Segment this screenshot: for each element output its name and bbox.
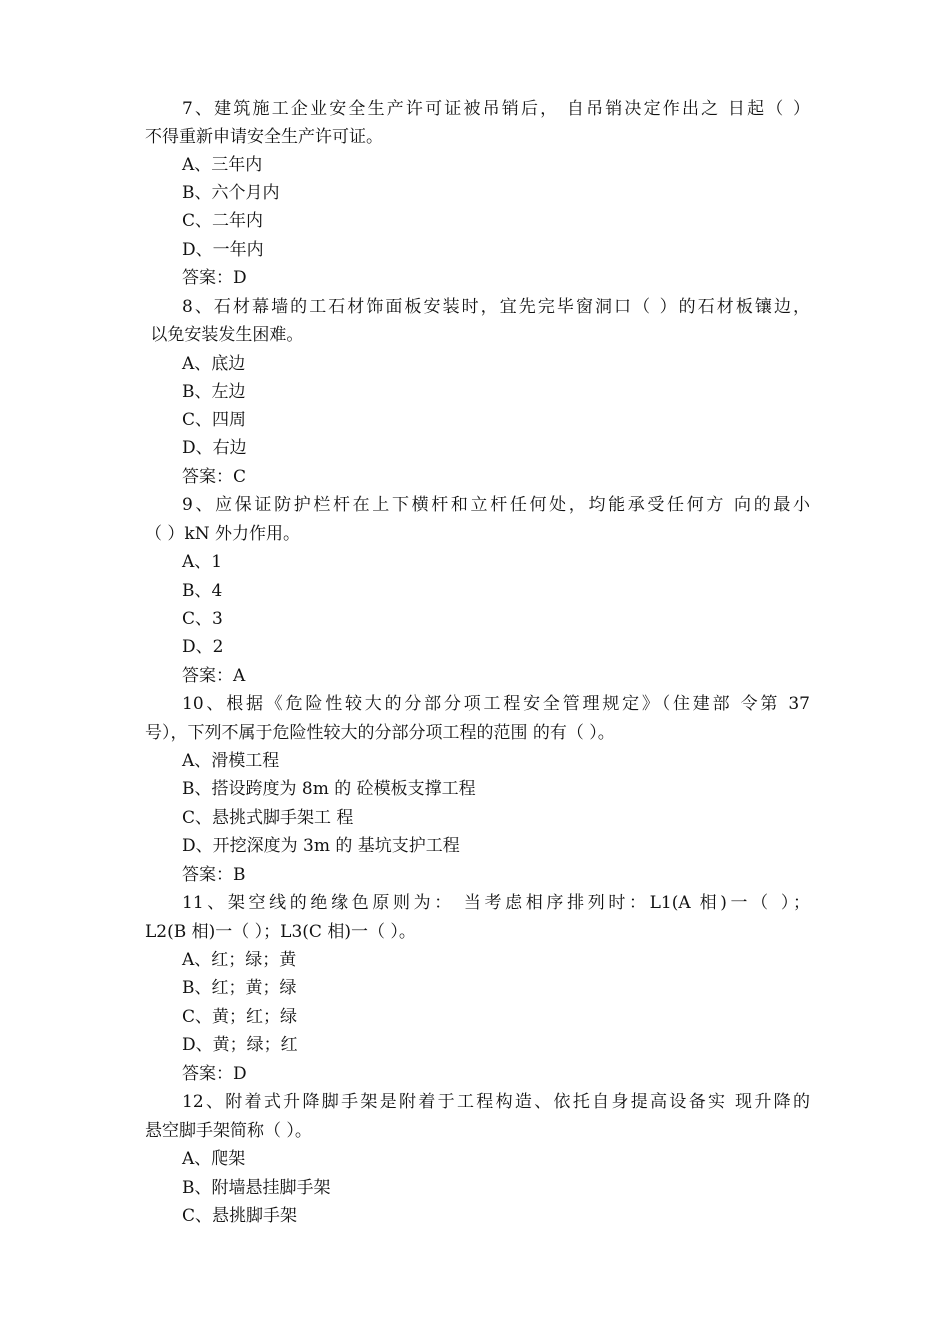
- question-9-option-b: B、4: [182, 581, 223, 601]
- question-10-option-d: D、开挖深度为 3m 的 基坑支护工程: [182, 836, 460, 856]
- question-7-stem-line-2: 不得重新申请安全生产许可证。: [145, 127, 383, 147]
- question-12-option-a: A、爬架: [182, 1149, 246, 1169]
- question-11-stem-line-1: 11、架空线的绝缘色原则为： 当考虑相序排列时：L1(A 相)一（ ）；: [182, 893, 810, 913]
- question-9-stem-line-2: （ ）kN 外力作用。: [145, 524, 300, 544]
- question-8-option-c: C、四周: [182, 410, 247, 430]
- question-8-option-a: A、底边: [182, 354, 246, 374]
- question-9-answer: 答案：A: [182, 666, 246, 686]
- question-11-option-d: D、黄；绿；红: [182, 1035, 298, 1055]
- question-8-option-b: B、左边: [182, 382, 246, 402]
- question-9-option-a: A、1: [182, 552, 223, 572]
- question-9-option-c: C、3: [182, 609, 223, 629]
- question-12-stem-line-1: 12、附着式升降脚手架是附着于工程构造、依托自身提高设备实 现升降的: [182, 1092, 810, 1112]
- question-11-answer: 答案：D: [182, 1064, 247, 1084]
- question-11-option-c: C、黄；红；绿: [182, 1007, 298, 1027]
- question-11-stem-line-2: L2(B 相)一（ ）；L3(C 相)一（ ）。: [145, 922, 416, 942]
- question-10-answer: 答案：B: [182, 865, 246, 885]
- question-7-option-a: A、三年内: [182, 155, 263, 175]
- question-9-option-d: D、2: [182, 637, 224, 657]
- question-10-option-b: B、搭设跨度为 8m 的 砼模板支撑工程: [182, 779, 476, 799]
- question-7-answer: 答案：D: [182, 268, 247, 288]
- question-8-option-d: D、右边: [182, 438, 247, 458]
- question-12-option-b: B、附墙悬挂脚手架: [182, 1178, 331, 1198]
- question-10-option-a: A、滑模工程: [182, 751, 280, 771]
- question-9-stem-line-1: 9、应保证防护栏杆在上下横杆和立杆任何处，均能承受任何方 向的最小: [182, 495, 810, 515]
- question-8-answer: 答案：C: [182, 467, 247, 487]
- question-8-stem-line-2: 以免安装发生困难。: [145, 325, 304, 345]
- question-7-option-d: D、一年内: [182, 240, 264, 260]
- question-7-stem-line-1: 7、建筑施工企业安全生产许可证被吊销后， 自吊销决定作出之 日起（ ）: [182, 99, 810, 119]
- question-10-stem-line-2: 号），下列不属于危险性较大的分部分项工程的范围 的有（ ）。: [145, 723, 615, 743]
- question-8-stem-line-1: 8、石材幕墙的工石材饰面板安装时，宜先完毕窗洞口（ ）的石材板镶边，: [182, 297, 810, 317]
- question-10-stem-line-1: 10、根据《危险性较大的分部分项工程安全管理规定》（住建部 令第 37: [182, 694, 810, 714]
- question-7-option-b: B、六个月内: [182, 183, 280, 203]
- question-12-option-c: C、悬挑脚手架: [182, 1206, 298, 1226]
- question-10-option-c: C、悬挑式脚手架工 程: [182, 808, 354, 828]
- question-7-option-c: C、二年内: [182, 211, 264, 231]
- question-12-stem-line-2: 悬空脚手架简称（ ）。: [145, 1121, 312, 1141]
- question-11-option-b: B、红；黄；绿: [182, 978, 297, 998]
- question-11-option-a: A、红；绿；黄: [182, 950, 297, 970]
